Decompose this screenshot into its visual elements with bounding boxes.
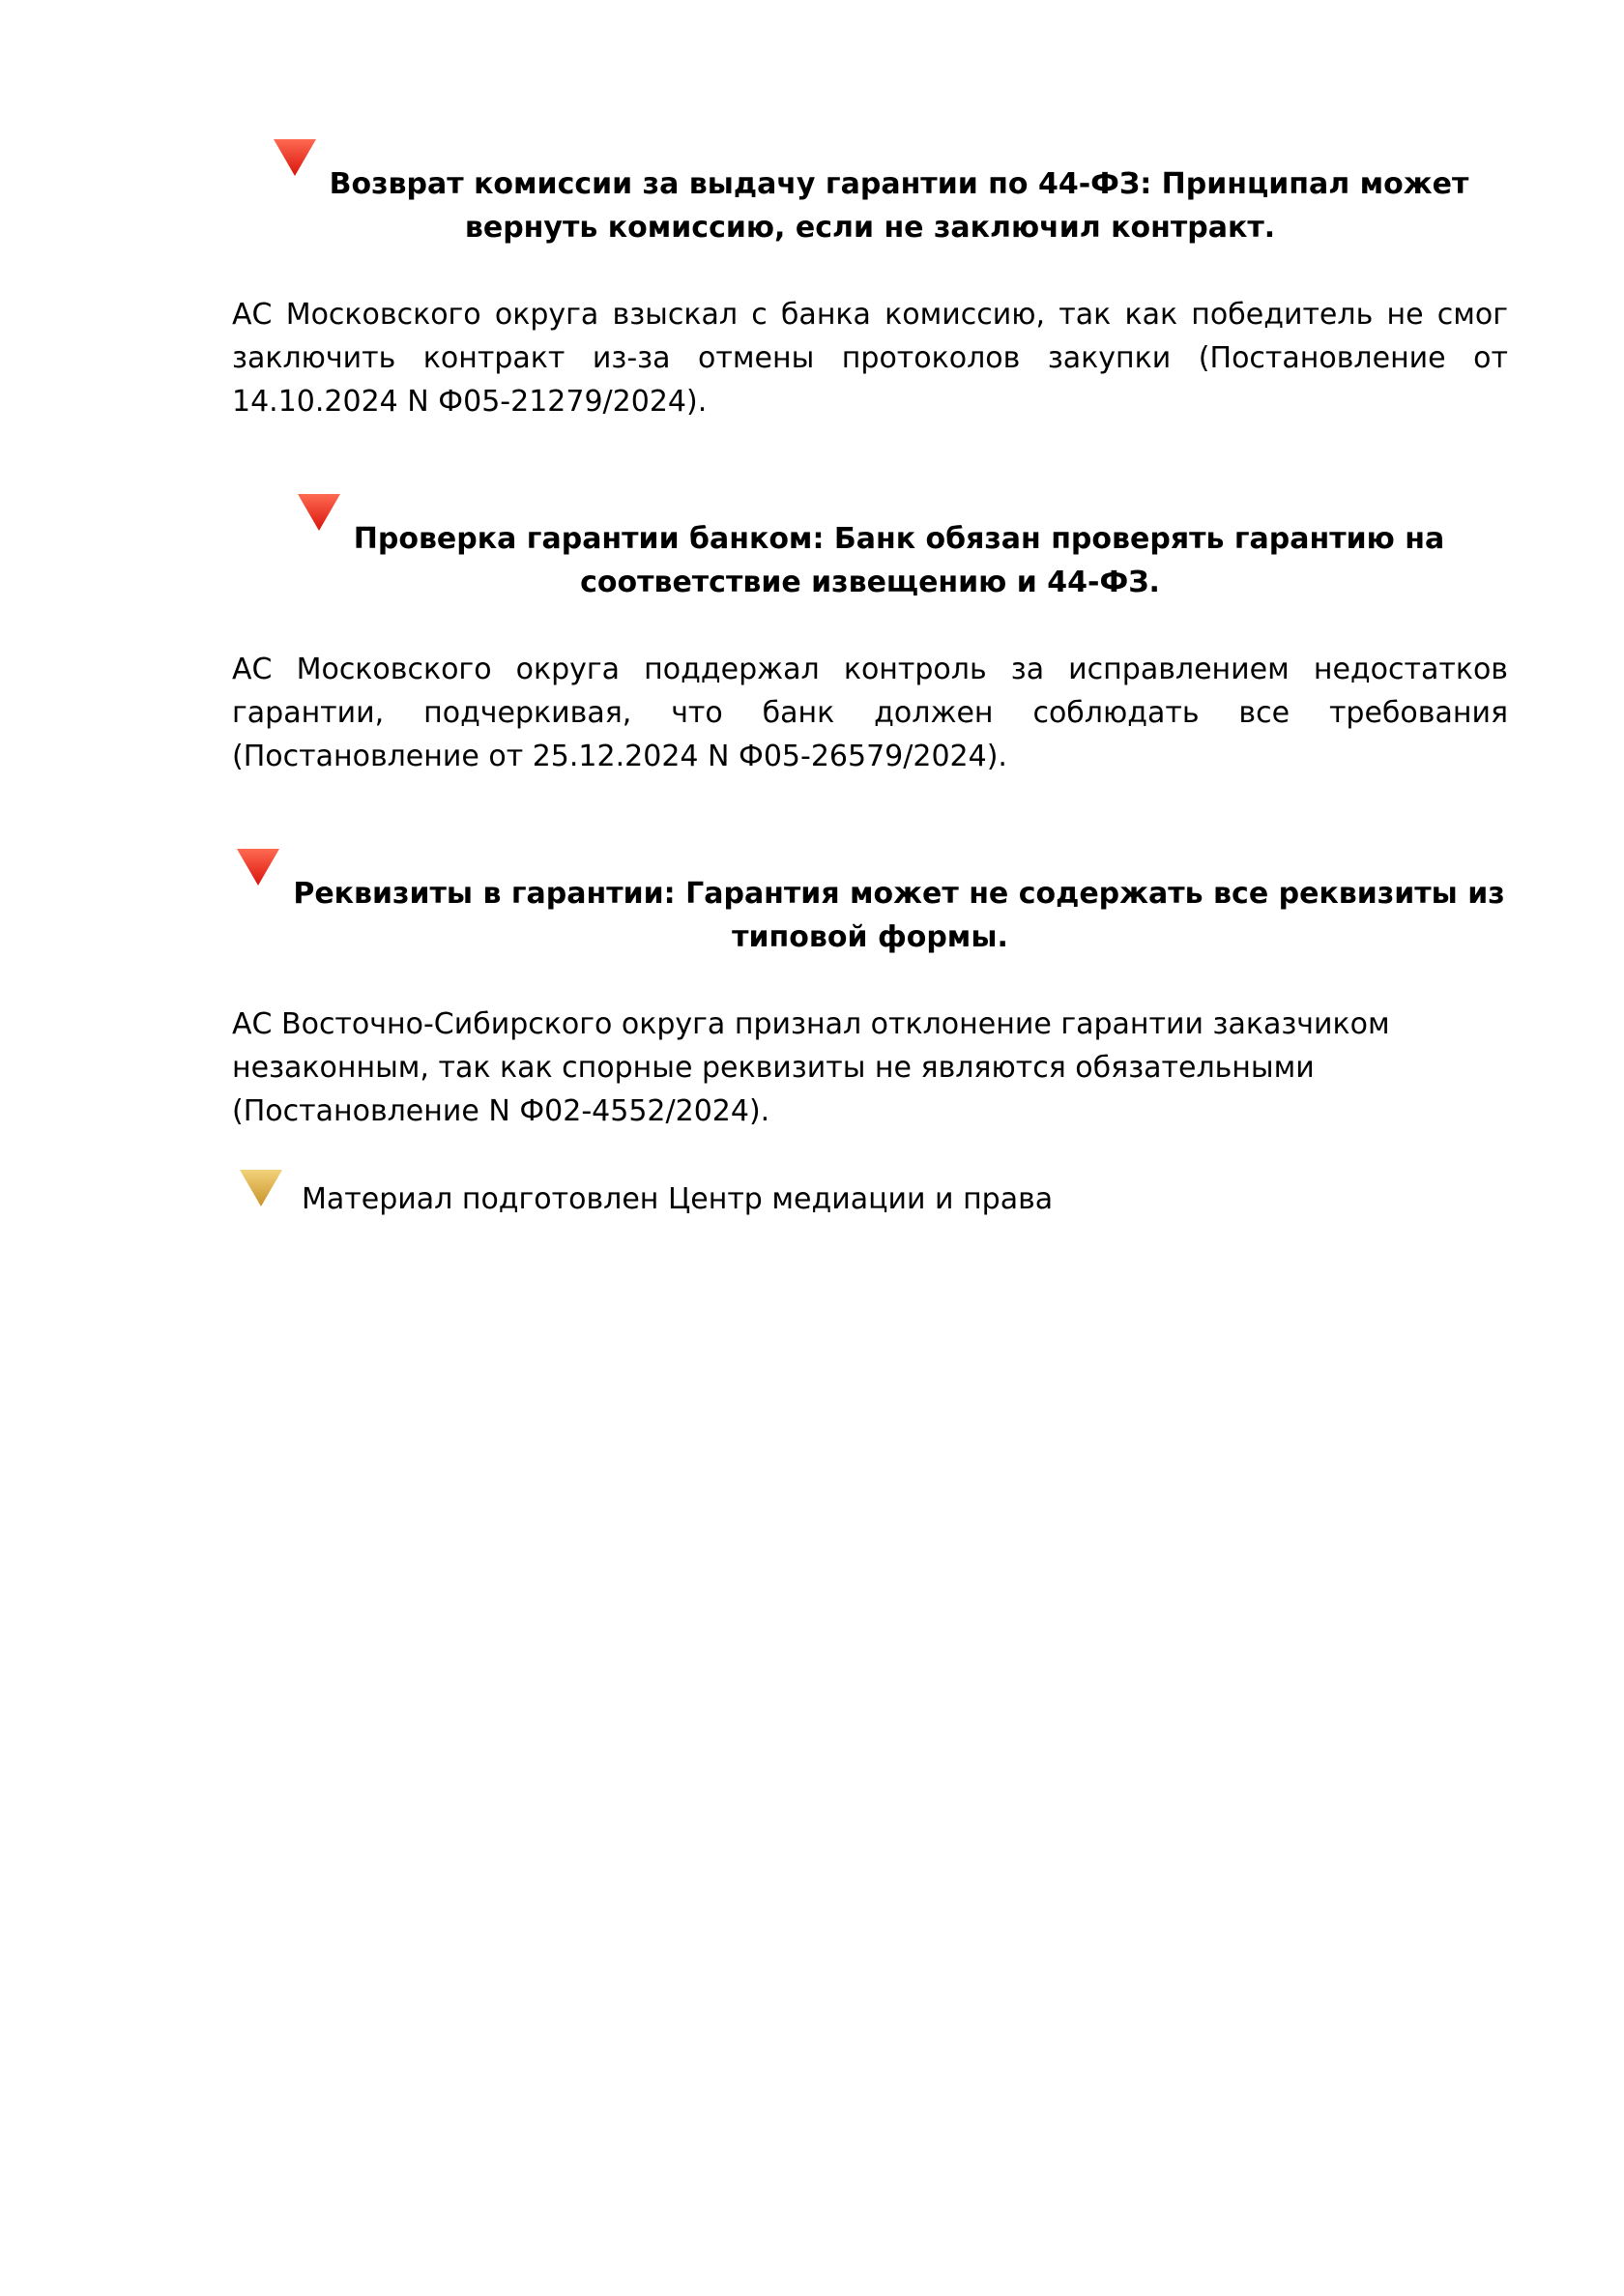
footer-text: Материал подготовлен Центр медиации и права <box>302 1182 1054 1216</box>
red-down-triangle-icon <box>235 847 281 887</box>
section-heading <box>232 517 1508 604</box>
section-heading <box>232 872 1508 959</box>
section-heading-text: Возврат комиссии за выдачу гарантии по 44-ФЗ: Принципал может вернуть комиссию, если не заключил контракт. <box>329 167 1469 245</box>
footer-note <box>238 1177 1398 1221</box>
section-2 <box>232 517 1508 778</box>
section-paragraph: АС Восточно-Сибирского округа признал отклонение гарантии заказчиком незаконным, так как спорные реквизиты не являются обязательными (Постановление N Ф02-4552/2024). <box>232 1007 1390 1128</box>
section-paragraph: АС Московского округа поддержал контроль за исправлением недостатков гарантии, подчеркивая, что банк должен соблюдать все требования (Постановление от 25.12.2024 N Ф05-26579/2024). <box>232 653 1508 773</box>
yellow-down-triangle-icon <box>238 1168 284 1208</box>
section-heading <box>232 162 1508 249</box>
section-3 <box>232 872 1508 1133</box>
section-paragraph: АС Московского округа взыскал с банка комиссию, так как победитель не смог заключить контракт из-за отмены протоколов закупки (Постановление от 14.10.2024 N Ф05-21279/2024). <box>232 298 1508 419</box>
section-heading-text: Проверка гарантии банком: Банк обязан проверять гарантию на соответствие извещению и 44-ФЗ. <box>353 522 1445 599</box>
section-1 <box>232 162 1508 423</box>
section-heading-text: Реквизиты в гарантии: Гарантия может не содержать все реквизиты из типовой формы. <box>293 877 1505 954</box>
red-down-triangle-icon <box>272 137 318 178</box>
red-down-triangle-icon <box>296 492 342 533</box>
